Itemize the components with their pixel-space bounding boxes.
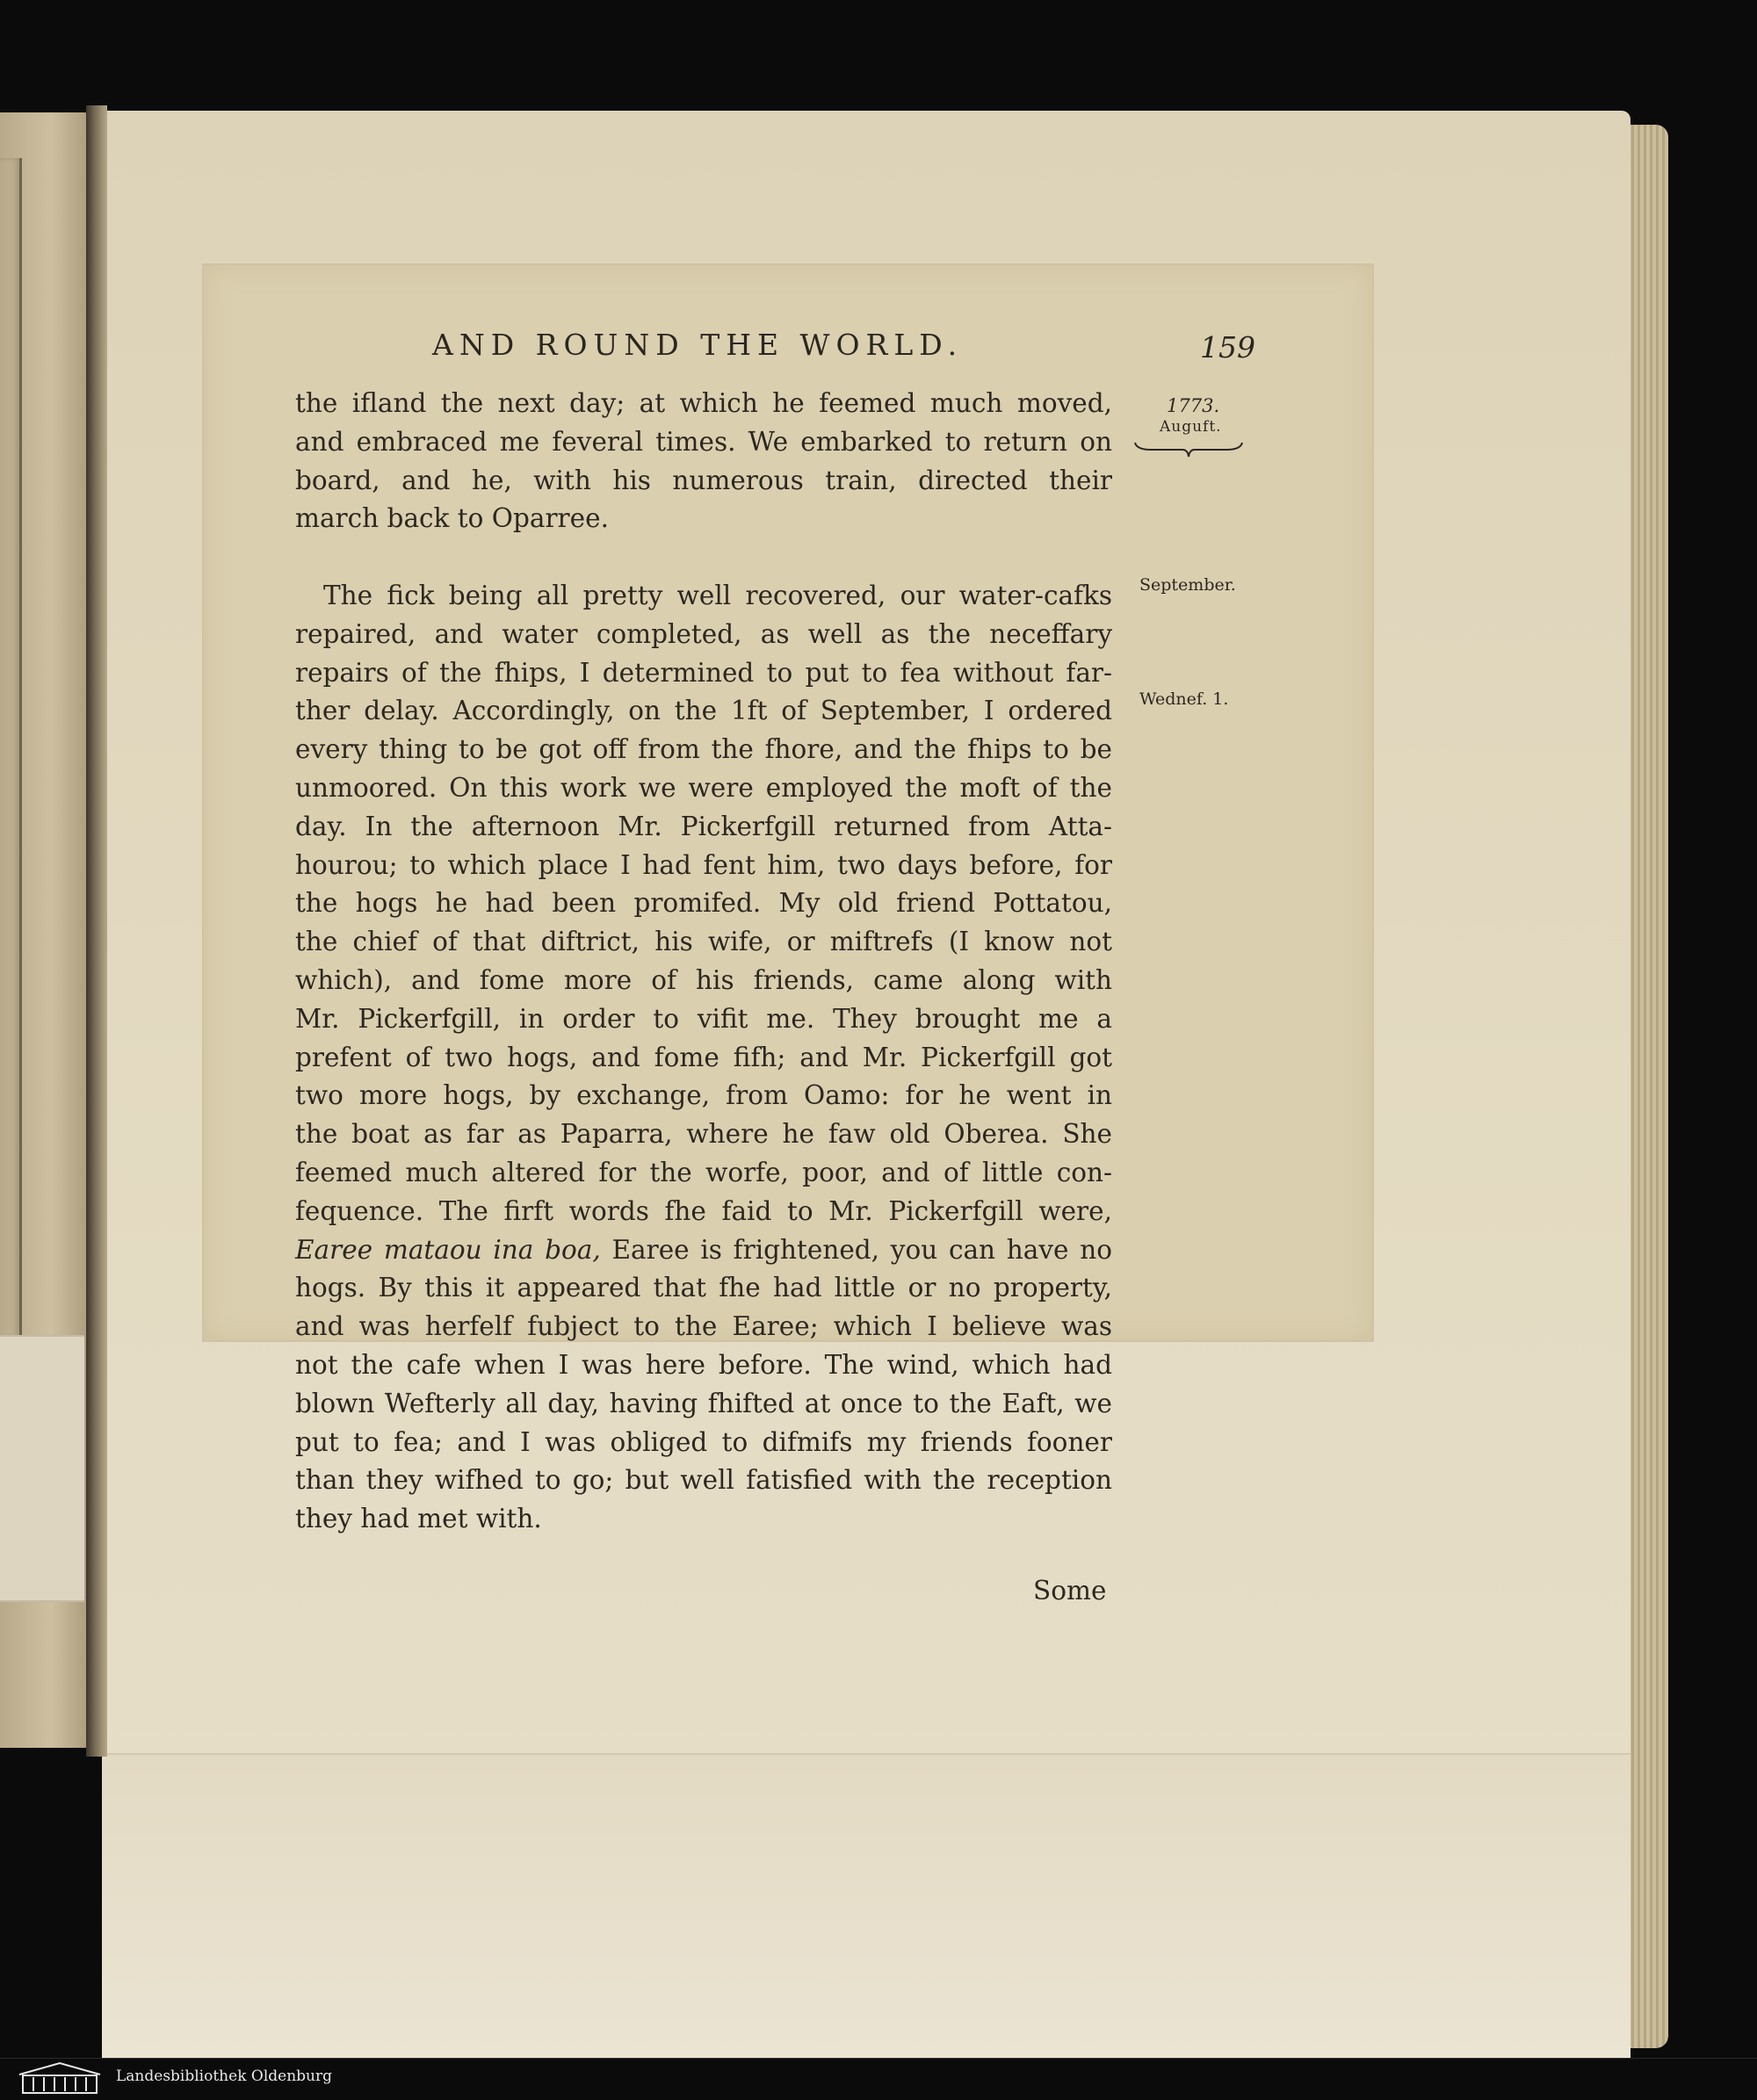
margin-note-month: Auguft. — [1160, 418, 1222, 436]
text-line: hogs. By this it appeared that fhe had little or no property, — [295, 1273, 1112, 1303]
page-number: 159 — [1200, 330, 1255, 364]
text-line: put to fea; and I was obliged to difmifs my friends fooner — [295, 1426, 1112, 1457]
margin-brace-icon — [1133, 439, 1244, 458]
text-line: ther delay. Accordingly, on the 1ft of September, I ordered — [295, 696, 1112, 726]
left-page-slip — [0, 1335, 84, 1602]
text-line: hourou; to which place I had fent him, two days before, for — [295, 849, 1112, 880]
book-gutter — [86, 105, 107, 1757]
running-head: AND ROUND THE WORLD. — [432, 328, 964, 362]
text-line: march back to Oparree. — [295, 503, 609, 534]
italic-line-rest: Earee is frightened, you can have no — [600, 1234, 1112, 1265]
text-line: the boat as far as Paparra, where he faw old Oberea. She — [295, 1119, 1112, 1150]
page-lower-margin — [102, 1753, 1630, 2062]
text-line-with-italic — [295, 1231, 1112, 1270]
catchword: Some — [1033, 1576, 1107, 1606]
text-line: two more hogs, by exchange, from Oamo: for he went in — [295, 1080, 1112, 1111]
body-text — [295, 385, 1112, 1539]
text-line: fequence. The firft words fhe faid to Mr. Pickerfgill were, — [295, 1195, 1112, 1226]
text-line: unmoored. On this work we were employed the moft of the — [295, 772, 1112, 803]
text-line: blown Wefterly all day, having fhifted at once to the Eaft, we — [295, 1388, 1112, 1418]
text-line: repaired, and water completed, as well as the neceffary — [295, 618, 1112, 649]
library-name: Landesbibliothek Oldenburg — [116, 2068, 333, 2085]
margin-note-year: 1773. — [1167, 395, 1220, 416]
text-line: Mr. Pickerfgill, in order to vifit me. They brought me a — [295, 1003, 1112, 1034]
text-line: and embraced me feveral times. We embarked to return on — [295, 426, 1112, 457]
italic-phrase: Earee mataou ina boa, — [295, 1234, 601, 1265]
text-line: day. In the afternoon Mr. Pickerfgill returned from Atta- — [295, 811, 1112, 841]
text-line: board, and he, with his numerous train, directed their — [295, 465, 1112, 495]
text-line: the hogs he had been promifed. My old friend Pottatou, — [295, 888, 1112, 919]
text-line: the ifland the next day; at which he feemed much moved, — [295, 388, 1112, 418]
text-line: feemed much altered for the worfe, poor, and of little con- — [295, 1157, 1112, 1187]
margin-note-september: September. — [1139, 575, 1236, 595]
text-line: every thing to be got off from the fhore, and the fhips to be — [295, 734, 1112, 765]
text-line: prefent of two hogs, and fome fifh; and Mr. Pickerfgill got — [295, 1042, 1112, 1072]
library-building-icon — [16, 2060, 104, 2096]
margin-note-wednesday: Wednef. 1. — [1139, 689, 1229, 709]
text-line: than they wifhed to go; but well fatisfied with the reception — [295, 1465, 1112, 1496]
text-line: and was herfelf fubject to the Earee; which I believe was — [295, 1311, 1112, 1342]
text-line: the chief of that diftrict, his wife, or miftrefs (I know not — [295, 927, 1112, 957]
text-line: they had met with. — [295, 1504, 542, 1534]
left-page-edge — [0, 158, 22, 1353]
paragraph-break — [295, 538, 1112, 577]
text-line: which), and fome more of his friends, came along with — [295, 964, 1112, 995]
text-line: repairs of the fhips, I determined to put to fea without far- — [295, 657, 1112, 688]
text-line: not the cafe when I was here before. The wind, which had — [295, 1349, 1112, 1380]
text-line: The fick being all pretty well recovered, our water-cafks — [323, 580, 1112, 610]
